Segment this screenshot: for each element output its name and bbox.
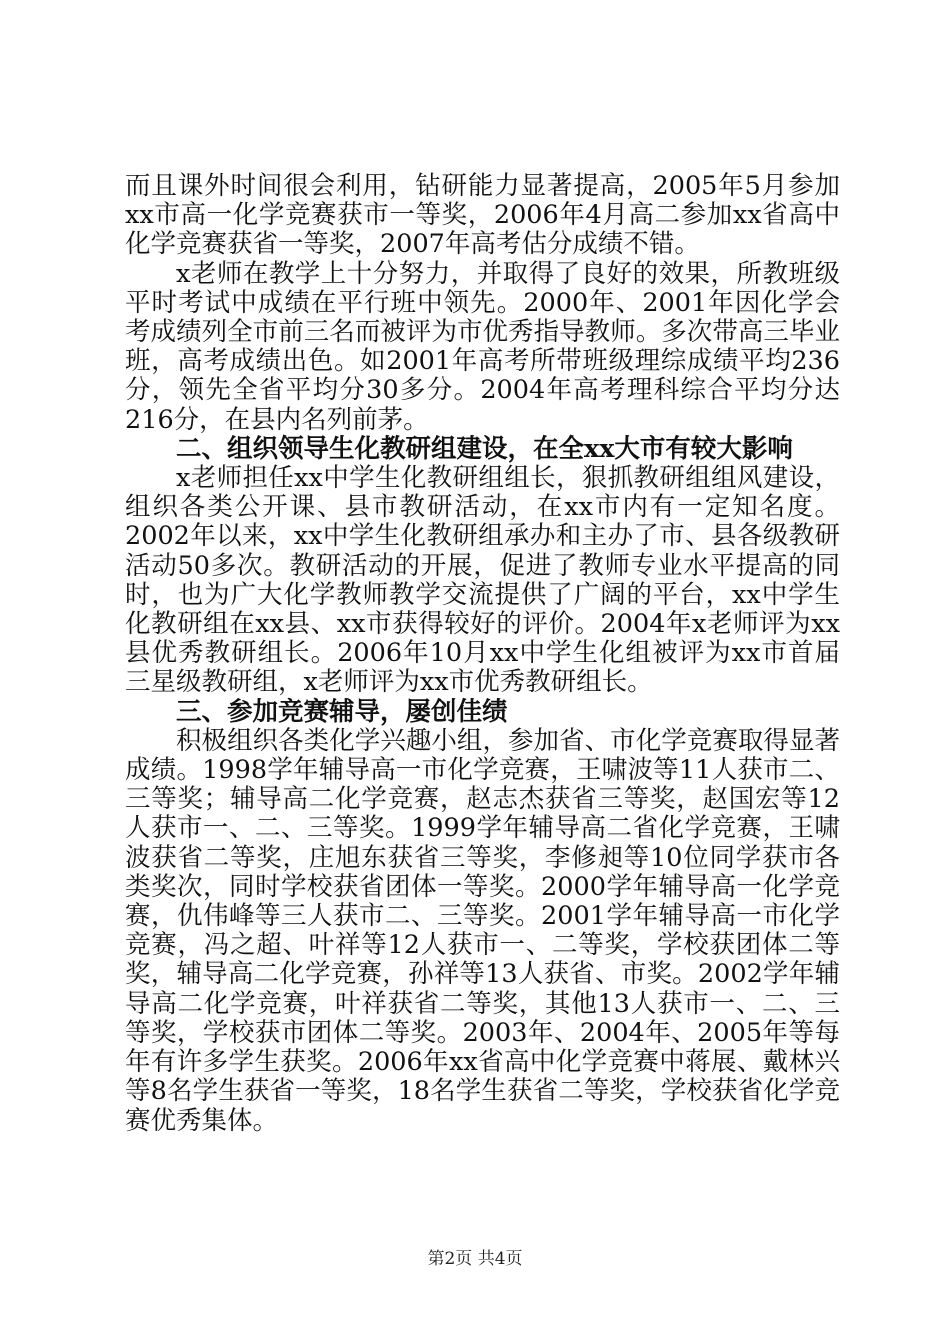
page-number-footer: 第2页 共4页 [427,1249,523,1269]
paragraph-teaching-results: x老师在教学上十分努力，并取得了良好的效果，所教班级平时考试中成绩在平行班中领先。2000年、2001年因化学会考成绩列全市前三名而被评为市优秀指导教师。多次带高三毕业班，高考成绩出色。如2001年高考所带班级理综成绩平均236分，领先全省平均分30多分。2004年高考理科综合平均分达216分，在县内名列前茅。 [125,258,840,435]
paragraph-continuation: 而且课外时间很会利用，钻研能力显著提高，2005年5月参加xx市高一化学竞赛获市一等奖，2006年4月高二参加xx省高中化学竞赛获省一等奖，2007年高考估分成绩不错。 [125,171,840,260]
paragraph-research-group: x老师担任xx中学生化教研组组长，狠抓教研组组风建设，组织各类公开课、县市教研活动，在xx市内有一定知名度。2002年以来，xx中学生化教研组承办和主办了市、县各级教研活动50多次。教研活动的开展，促进了教师专业水平提高的同时，也为广大化学教师教学交流提供了广阔的平台，xx中学生化教研组在xx县、xx市获得较好的评价。2004年x老师评为xx县优秀教研组长。2006年10月xx中学生化组被评为xx市首届三星级教研组，x老师评为xx市优秀教研组长。 [125,463,840,698]
section-heading-research-group: 二、组织领导生化教研组建设，在全xx大市有较大影响 [176,433,793,464]
section-heading-competition: 三、参加竞赛辅导，屡创佳绩 [176,696,508,727]
document-body [125,172,840,1136]
paragraph-competition: 积极组织各类化学兴趣小组，参加省、市化学竞赛取得显著成绩。1998学年辅导高一市化学竞赛，王啸波等11人获市二、三等奖；辅导高二化学竞赛，赵志杰获省三等奖，赵国宏等12人获市一、二、三等奖。1999学年辅导高二省化学竞赛，王啸波获省二等奖，庄旭东获省三等奖，李修昶等10位同学获市各类奖次，同时学校获省团体一等奖。2000学年辅导高一化学竞赛，仇伟峰等三人获市二、三等奖。2001学年辅导高一市化学竞赛，冯之超、叶祥等12人获市一、二等奖，学校获团体二等奖，辅导高二化学竞赛，孙祥等13人获省、市奖。2002学年辅导高二化学竞赛，叶祥获省二等奖，其他13人获市一、二、三等奖，学校获市团体二等奖。2003年、2004年、2005年等每年有许多学生获奖。2006年xx省高中化学竞赛中蒋展、戴林兴等8名学生获省一等奖，18名学生获省二等奖，学校获省化学竞赛优秀集体。 [125,725,840,1136]
